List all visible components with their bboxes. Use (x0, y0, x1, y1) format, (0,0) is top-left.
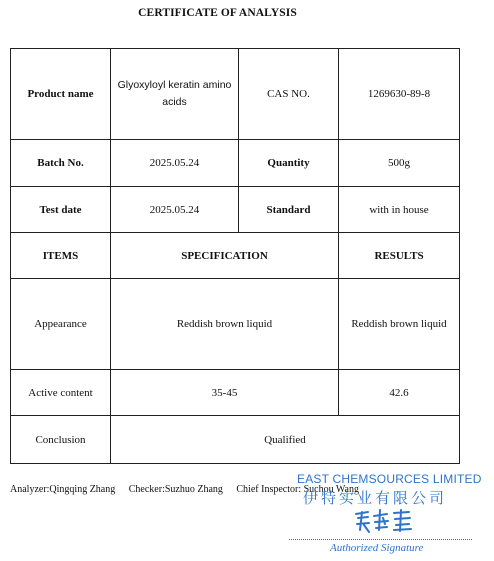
checker-text: Checker:Suzhuo Zhang (128, 484, 223, 495)
standard-value: with in house (339, 187, 460, 233)
active-content-spec: 35-45 (111, 370, 339, 416)
conclusion-value: Qualified (111, 416, 460, 464)
active-content-result: 42.6 (339, 370, 460, 416)
test-date-label: Test date (11, 187, 111, 233)
company-stamp-en: EAST CHEMSOURCES LIMITED (297, 472, 482, 486)
conclusion-label: Conclusion (11, 416, 111, 464)
specification-header: SPECIFICATION (111, 233, 339, 279)
batch-label: Batch No. (11, 140, 111, 187)
test-date-value: 2025.05.24 (111, 187, 239, 233)
appearance-spec: Reddish brown liquid (111, 279, 339, 370)
company-stamp-cn: 伊特实业有限公司 (303, 489, 448, 507)
batch-value: 2025.05.24 (111, 140, 239, 187)
analyzer-text: Analyzer:Qingqing Zhang (10, 484, 116, 495)
handwritten-signature (354, 508, 414, 534)
standard-label: Standard (239, 187, 339, 233)
product-name-label: Product name (11, 49, 111, 140)
chief-inspector-text: Chief Inspector: Suchou Wang (236, 484, 359, 495)
appearance-label: Appearance (11, 279, 111, 370)
cas-label: CAS NO. (239, 49, 339, 140)
table-row (11, 49, 460, 140)
cas-value: 1269630-89-8 (339, 49, 460, 140)
authorized-signature-caption: Authorized Signature (330, 542, 424, 554)
signature-line (289, 539, 472, 540)
results-header: RESULTS (339, 233, 460, 279)
table-row (11, 370, 460, 416)
table-row (11, 187, 460, 233)
coa-table (10, 48, 460, 464)
active-content-label: Active content (11, 370, 111, 416)
quantity-label: Quantity (239, 140, 339, 187)
appearance-result: Reddish brown liquid (339, 279, 460, 370)
document-title: CERTIFICATE OF ANALYSIS (138, 7, 297, 19)
product-name-value: Glyoxyloyl keratin amino acids (111, 49, 239, 140)
quantity-value: 500g (339, 140, 460, 187)
table-header-row (11, 233, 460, 279)
items-header: ITEMS (11, 233, 111, 279)
table-row (11, 279, 460, 370)
table-row (11, 140, 460, 187)
table-row (11, 416, 460, 464)
